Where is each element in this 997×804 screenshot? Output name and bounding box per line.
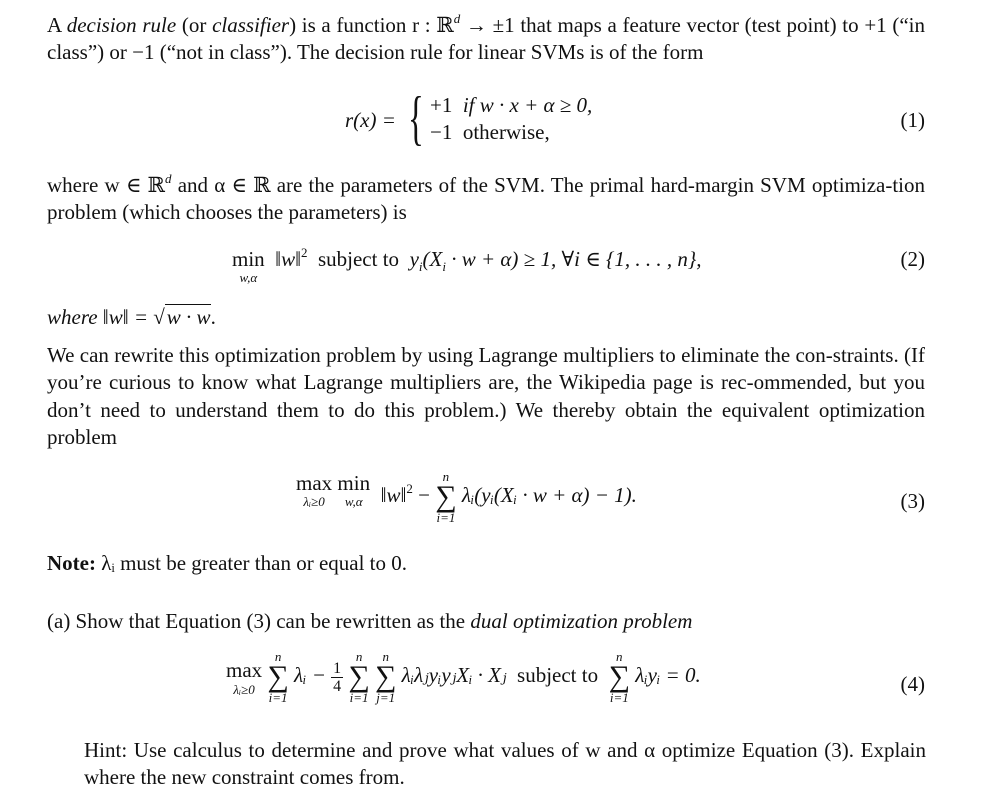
eq4-summation-3: n ∑ j=1 bbox=[375, 649, 397, 705]
norm-definition-text: where ‖w‖ = √ bbox=[47, 305, 165, 329]
eq4-second-term: λᵢλⱼyᵢyⱼXᵢ · Xⱼ bbox=[401, 662, 507, 687]
norm-definition-period: . bbox=[210, 305, 216, 329]
eq3-summand: λᵢ(yᵢ(Xᵢ · w + α) − 1). bbox=[461, 482, 637, 507]
eq3-expression bbox=[296, 470, 637, 524]
eq1-left-brace: { bbox=[408, 85, 424, 151]
params-text-rest: and α ∈ ℝ are the parameters of the SVM. The primal hard-margin SVM optimiza-tion problem (which chooses the parameters) is bbox=[47, 173, 926, 225]
norm-definition bbox=[47, 304, 925, 331]
params-paragraph bbox=[47, 172, 925, 227]
note-text: λᵢ must be greater than or equal to 0. bbox=[95, 551, 408, 575]
eq4-first-term: λᵢ − bbox=[294, 662, 326, 687]
intro-text-c: ) is a function r : ℝ bbox=[289, 13, 454, 37]
eq2-min-operator: min w,α bbox=[232, 247, 265, 286]
part-a-text: (a) Show that Equation (3) can be rewritten as the bbox=[47, 609, 471, 633]
eq1-case1-condition: if w · x + α ≥ 0, bbox=[462, 93, 593, 117]
eq3-minus: − bbox=[412, 482, 436, 507]
eq1-case2-value: −1 bbox=[430, 120, 453, 144]
eq2-x-subscript: i bbox=[442, 259, 446, 274]
eq4-number: (4) bbox=[900, 672, 925, 696]
eq3-norm: ‖w‖ bbox=[380, 482, 407, 507]
norm-definition-radicand: w · w bbox=[166, 305, 211, 329]
eq3-norm-exponent: 2 bbox=[406, 480, 413, 496]
note-label: Note: bbox=[47, 551, 96, 575]
intro-paragraph bbox=[47, 12, 925, 67]
eq1-number: (1) bbox=[900, 108, 925, 132]
dimension-superscript: d bbox=[453, 11, 461, 26]
eq1-case2-condition: otherwise, bbox=[462, 120, 550, 144]
eq1-case1 bbox=[430, 92, 592, 119]
intro-text-a: A bbox=[47, 13, 67, 37]
eq1-lhs: r(x) = bbox=[345, 108, 396, 132]
lagrange-paragraph bbox=[47, 342, 925, 451]
hint-text: Hint: Use calculus to determine and prove what values of w and α optimize Equation (3). Explain where the new constraint comes from. bbox=[84, 738, 926, 790]
part-a-prompt bbox=[47, 608, 925, 635]
eq3-max-operator: max λᵢ≥0 bbox=[296, 471, 333, 510]
eq4-max-operator: max λᵢ≥0 bbox=[226, 658, 263, 697]
eq1-case2 bbox=[430, 119, 550, 146]
eq4-subject-to: subject to bbox=[517, 662, 599, 687]
lagrange-text: We can rewrite this optimization problem by using Lagrange multipliers to eliminate the con-straints. (If you’re curious to know what Lagrange multipliers are, the Wikipedia page is rec-ommended, but you don’t need to understand them to do this problem.) We thereby obtain the equivalent optimization problem bbox=[47, 343, 925, 449]
eq2-constraint-tail: · w + α) ≥ 1, ∀i ∈ {1, . . . , n}, bbox=[445, 247, 702, 271]
note-paragraph bbox=[47, 550, 925, 577]
eq4-summation-4: n ∑ i=1 bbox=[608, 649, 630, 705]
eq2-constraint-x: (X bbox=[422, 247, 443, 271]
term-decision-rule: decision rule bbox=[66, 13, 177, 37]
eq4-expression bbox=[226, 650, 701, 704]
eq2-subject-to: subject to bbox=[317, 247, 400, 271]
term-classifier: classifier bbox=[212, 13, 290, 37]
eq3-number: (3) bbox=[900, 489, 925, 513]
eq2-number: (2) bbox=[900, 247, 925, 271]
eq4-summation-2: n ∑ i=1 bbox=[348, 649, 370, 705]
eq2-constraint-y: y bbox=[409, 247, 419, 271]
params-superscript: d bbox=[165, 171, 172, 186]
eq4-constraint: λᵢyᵢ = 0. bbox=[635, 662, 701, 687]
eq3-summation: n ∑ i=1 bbox=[435, 469, 457, 525]
eq2-y-subscript: i bbox=[418, 259, 423, 274]
term-dual-problem: dual optimization problem bbox=[470, 609, 693, 633]
hint-paragraph bbox=[84, 737, 926, 792]
intro-text-d: → ±1 that maps a feature vector (test point) to +1 (“in class”) or −1 (“not in class”). The decision rule for linear SVMs is of the form bbox=[47, 13, 925, 65]
eq1-case1-value: +1 bbox=[430, 93, 453, 117]
eq3-min-operator: min w,α bbox=[337, 471, 371, 510]
params-text: where w ∈ ℝ bbox=[47, 173, 166, 197]
eq4-fraction: $\frac{1}{4}$ bbox=[333, 659, 342, 695]
eq2-norm-exponent: 2 bbox=[300, 245, 308, 260]
eq2-norm: ‖w‖ bbox=[275, 247, 301, 271]
intro-text-b: (or bbox=[176, 13, 213, 37]
eq4-summation-1: n ∑ i=1 bbox=[267, 649, 289, 705]
eq2-expression bbox=[232, 246, 702, 285]
